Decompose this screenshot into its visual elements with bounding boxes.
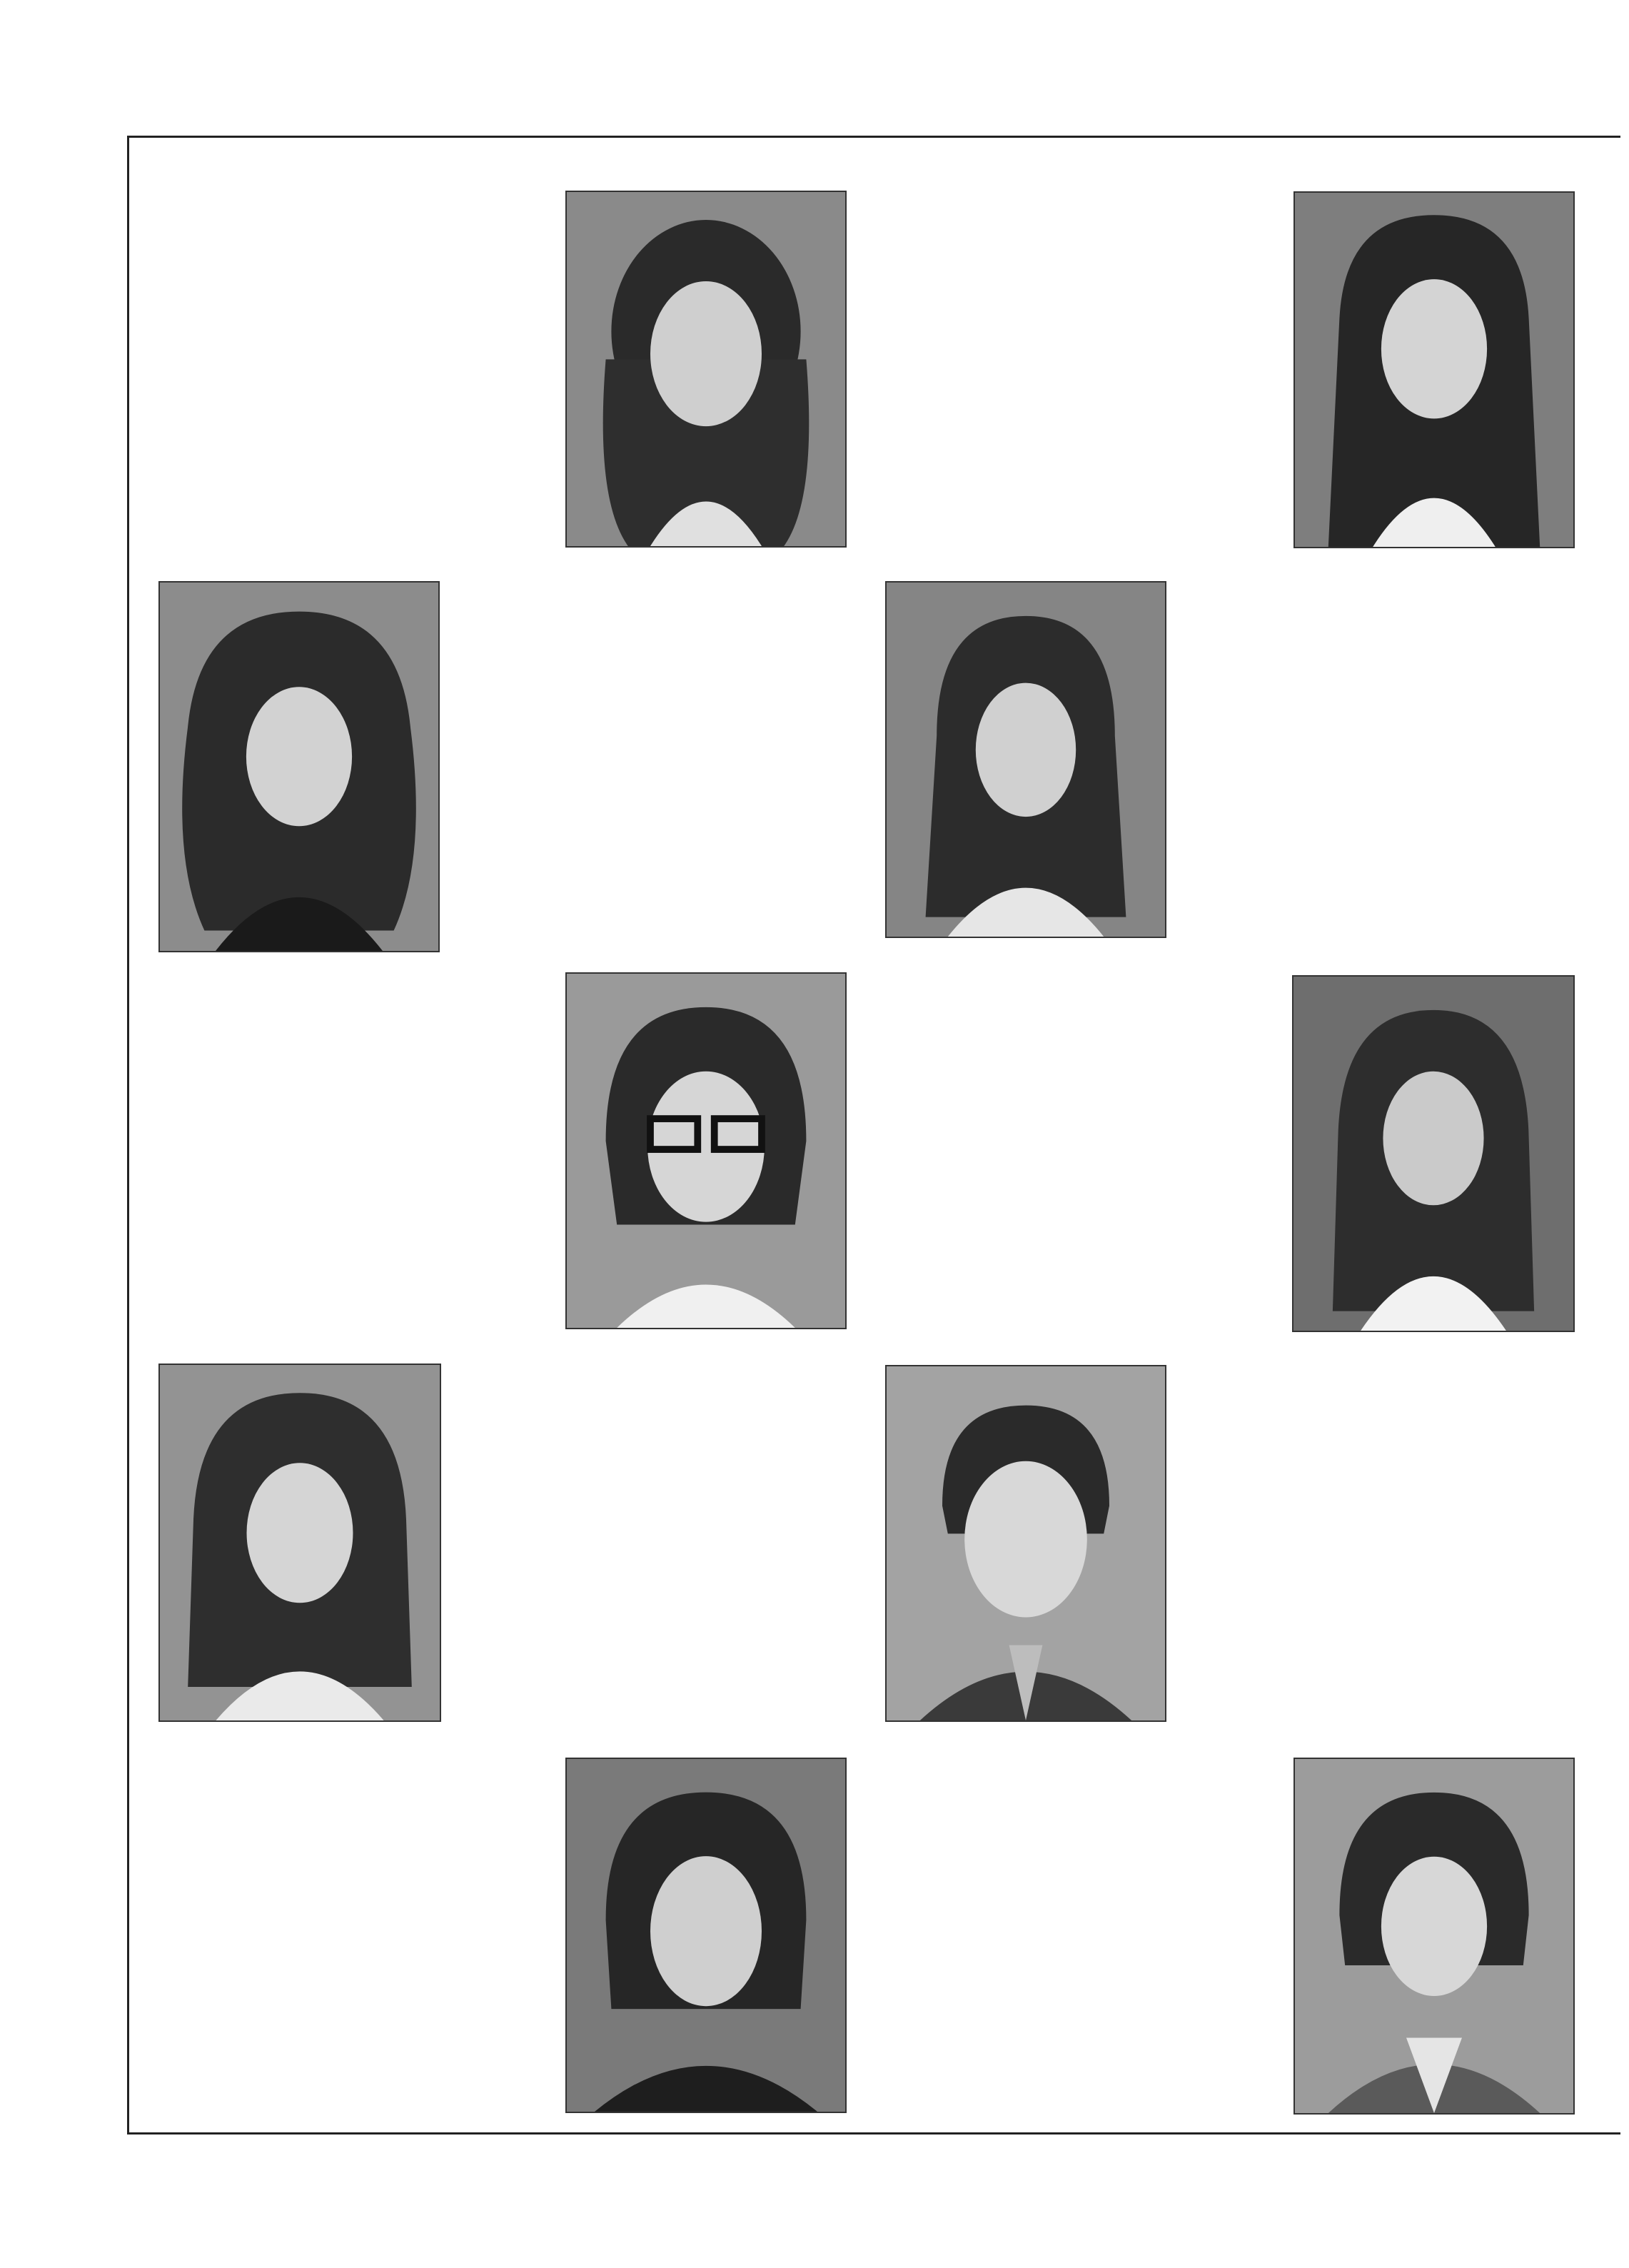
cartoon-faces-border-bottom <box>71 2135 1613 2242</box>
portrait-photo-howard-bloom <box>885 1365 1166 1722</box>
portrait-photo-jacob-blum <box>1293 1758 1575 2115</box>
portrait-photo-glenn-berman <box>565 191 847 548</box>
left-border-decoration <box>9 43 123 2177</box>
bottom-border-decoration <box>71 2135 1613 2242</box>
cartoon-faces-border-left <box>9 43 123 2177</box>
portrait-photo-mitchell-bero <box>565 972 847 1329</box>
portrait-photo-linda-bierbrier <box>158 1364 441 1722</box>
portrait-photo-maureen-bernstein <box>158 581 440 952</box>
portrait-photo-bonnie-biteen <box>885 581 1166 938</box>
portrait-photo-shelley-blidner <box>1292 975 1575 1332</box>
portrait-photo-howie-birenbaum <box>565 1758 847 2113</box>
top-border-decoration <box>71 29 1613 114</box>
portrait-photo-shelley-biskin <box>1293 191 1575 548</box>
cartoon-faces-border <box>71 29 1613 114</box>
